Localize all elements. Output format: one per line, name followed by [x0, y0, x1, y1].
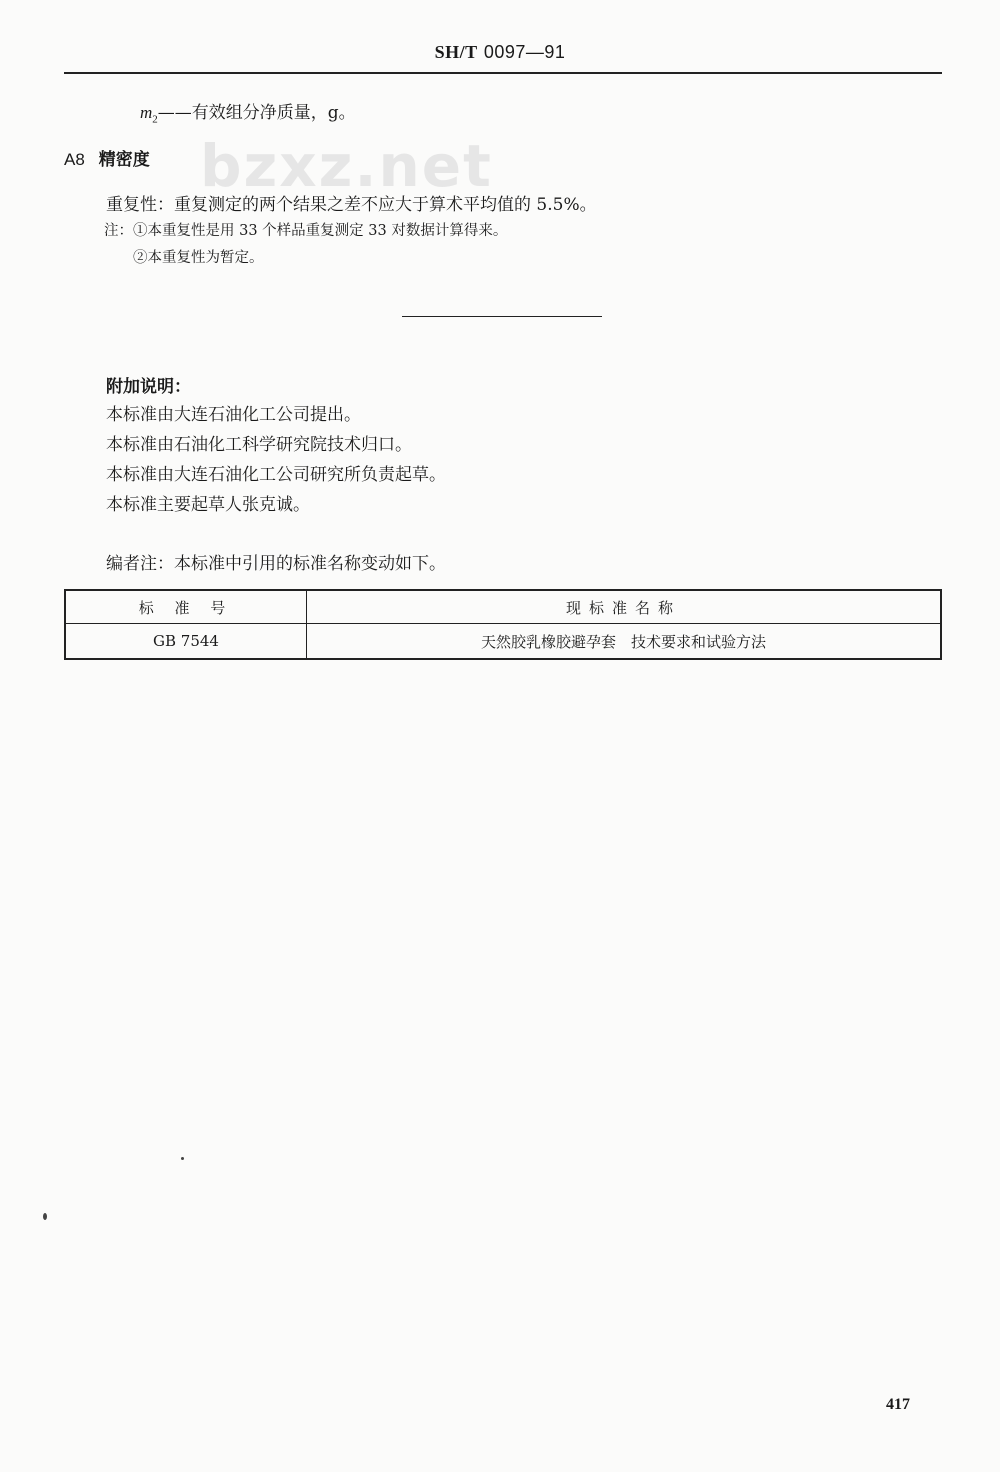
m2-text: ——有效组分净质量，g。 — [157, 103, 356, 123]
section-heading — [64, 145, 150, 170]
note-1: 注：①本重复性是用 33 个样品重复测定 33 对数据计算得来。 — [104, 223, 508, 239]
standard-code-prefix: SH/T — [434, 42, 478, 62]
additional-line: 本标准由大连石油化工公司研究所负责起草。 — [106, 465, 446, 485]
scan-speck — [43, 1213, 47, 1220]
additional-line: 本标准主要起草人张克诚。 — [106, 495, 310, 515]
note-2: ②本重复性为暂定。 — [133, 250, 264, 266]
standard-names-table — [64, 589, 942, 660]
repeatability-text: 重复性：重复测定的两个结果之差不应大于算术平均值的 5.5%。 — [106, 195, 597, 215]
page-number: 417 — [886, 1396, 910, 1413]
section-title: 精密度 — [98, 150, 150, 170]
table-header-cell: 现标准名称 — [307, 590, 942, 624]
table-header-row — [65, 590, 941, 624]
table-cell: GB 7544 — [65, 624, 307, 660]
m2-definition — [140, 98, 356, 125]
table-row — [65, 624, 941, 660]
additional-line: 本标准由大连石油化工公司提出。 — [106, 405, 361, 425]
standard-code-header — [0, 42, 1000, 63]
table-header-cell: 标 准 号 — [65, 590, 307, 624]
additional-line: 本标准由石油化工科学研究院技术归口。 — [106, 435, 412, 455]
m2-symbol: $m_2$ — [140, 103, 158, 126]
table-cell: 天然胶乳橡胶避孕套 技术要求和试验方法 — [307, 624, 942, 660]
header-rule — [64, 72, 942, 74]
additional-heading: 附加说明： — [106, 377, 191, 397]
editor-note: 编者注：本标准中引用的标准名称变动如下。 — [106, 554, 446, 574]
section-number: A8 — [64, 150, 85, 169]
standard-code-number: 0097—91 — [483, 42, 566, 62]
scan-speck — [181, 1157, 184, 1160]
section-divider — [402, 316, 602, 317]
watermark: bzxz.net — [200, 132, 493, 200]
